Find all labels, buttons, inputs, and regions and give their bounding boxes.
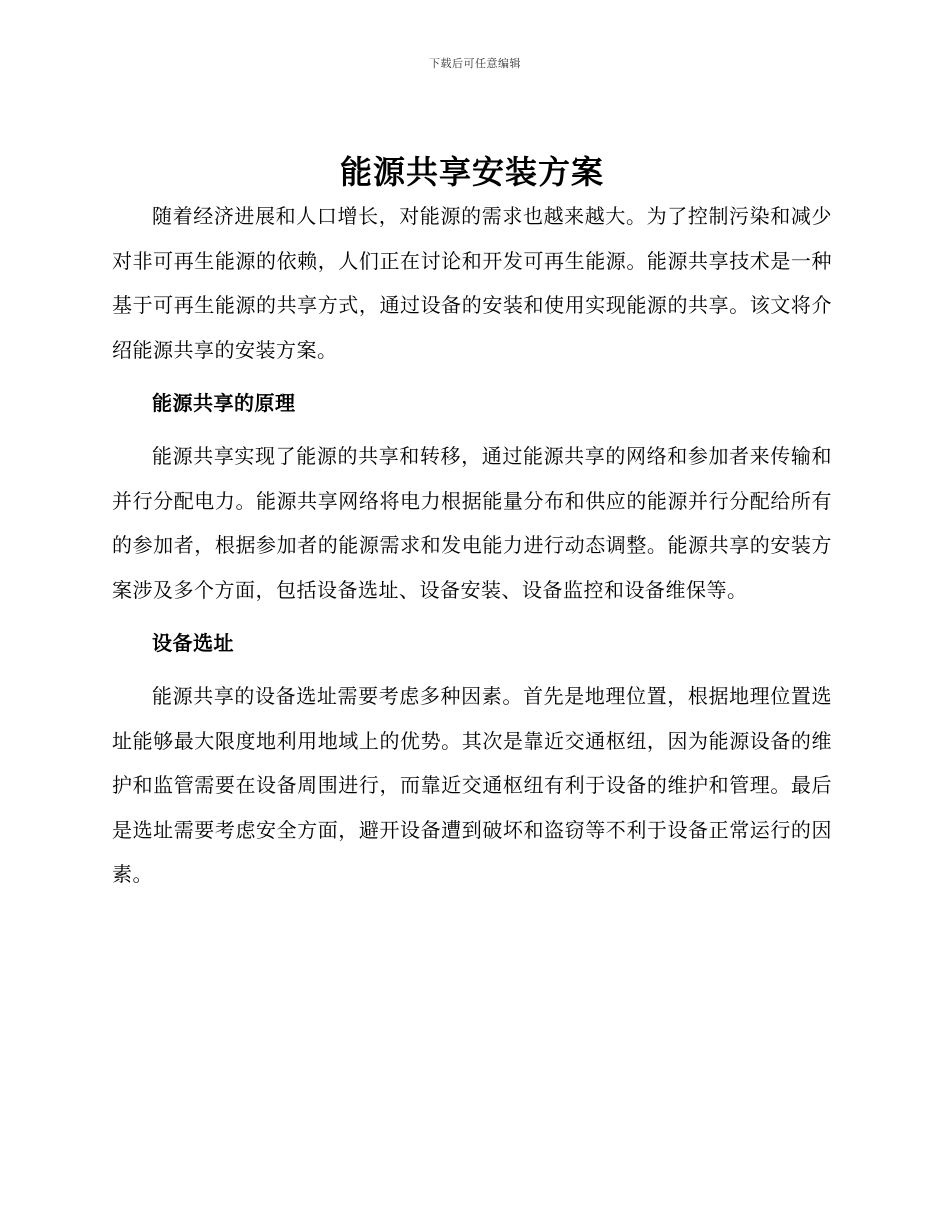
document-title: 能源共享安装方案 [339, 153, 604, 191]
section-heading-principle: 能源共享的原理 [152, 391, 296, 415]
header-note: 下载后可任意编辑 [429, 57, 521, 70]
spacer [112, 612, 832, 621]
section-body-principle: 能源共享实现了能源的共享和转移，通过能源共享的网络和参加者来传输和并行分配电力。能源共享网络将电力根据能量分布和供应的能源并行分配给所有的参加者，根据参加者的能源需求和发电能力进行动态调整。能源共享的安装方案涉及多个方面，包括设备选址、设备安装、设备监控和设备维保等。 [112, 444, 832, 602]
section-body-site-selection: 能源共享的设备选址需要考虑多种因素。首先是地理位置，根据地理位置选址能够最大限度地利用地域上的优势。其次是靠近交通枢纽，因为能源设备的维护和监管需要在设备周围进行，而靠近交通枢纽有利于设备的维护和管理。最后是选址需要考虑安全方面，避开设备遭到破坏和盗窃等不利于设备正常运行的因素。 [112, 684, 832, 886]
section-heading-site-selection: 设备选址 [152, 631, 234, 655]
document-body [112, 150, 832, 897]
spacer [112, 372, 832, 381]
intro-paragraph: 随着经济进展和人口增长，对能源的需求也越来越大。为了控制污染和减少对非可再生能源的依赖，人们正在讨论和开发可再生能源。能源共享技术是一种基于可再生能源的共享方式，通过设备的安装和使用实现能源的共享。该文将介绍能源共享的安装方案。 [112, 204, 832, 362]
spacer [112, 425, 832, 434]
spacer [112, 665, 832, 674]
